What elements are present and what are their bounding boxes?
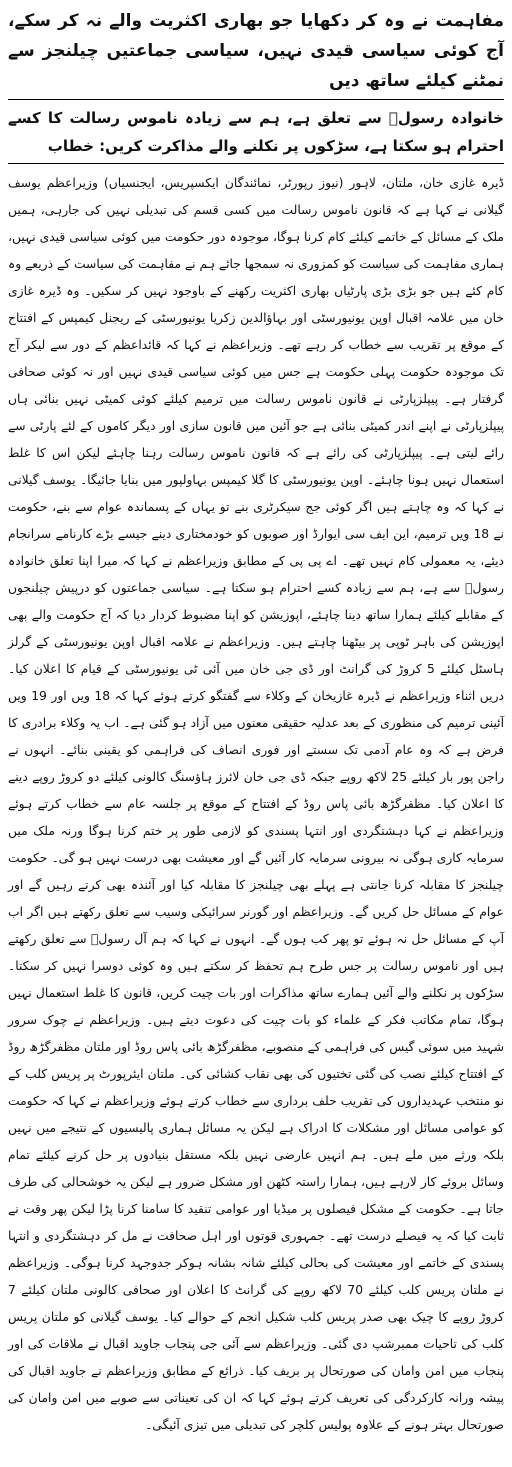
- divider-rule: [8, 99, 504, 100]
- divider-rule: [8, 163, 504, 164]
- subheadline: خانوادہ رسولؐ سے تعلق ہے، ہم سے زیادہ ناموس رسالت کا کسے احترام ہو سکتا ہے، سڑکوں پر نکلنے والے مذاکرت کریں: خطاب: [8, 109, 504, 155]
- article-body: ڈیرہ غازی خان، ملتان، لاہور (نیوز رپورٹر، نمائندگان ایکسپریس، ایجنسیاں) وزیراعظم یوسف گیلانی نے کہا ہے کہ قانون ناموس رسالت میں کسی قسم کی تبدیلی نہیں کی جارہی، ہمیں ملک کے مسائل کے خاتمے کیلئے کام کرنا ہوگا، موجودہ دور حکومت میں کوئی سیاسی قیدی نہیں، ہماری مفاہمت کی سیاست کو کمزوری نہ سمجھا جائے ہم نے مفاہمت کی سیاست کے ذریعے وہ کام کئے ہیں جو بڑی بڑی پارٹیاں بھاری اکثریت رکھنے کے باوجود نہیں کر سکیں۔ وہ ڈیرہ غازی خان میں علامہ اقبال اوپن یونیورسٹی اور بہاؤالدین زکریا یونیورسٹی کے ریجنل کیمپس کے افتتاح کے موقع پر تقریب سے خطاب کر رہے تھے۔ وزیراعظم نے کہا کہ قائداعظم کے دور سے لیکر آج تک موجودہ حکومت پہلی حکومت ہے جس میں کوئی سیاسی قیدی نہیں اور نہ کوئی صحافی گرفتار ہے۔ پیپلزپارٹی نے قانون ناموس رسالت میں ترمیم کیلئے کوئی کمیٹی نہیں بنائی ہاں پیپلزپارٹی نے اپنے اندر کمیٹی بنائی ہے جو آئین میں قانون سازی اور دیگر کاموں کے لئے پارٹی سے رائے لیتی ہے۔ پیپلزپارٹی کی رائے ہے کہ قانون ناموس رسالت رہنا چاہئے لیکن اس کا غلط استعمال نہیں ہونا چاہئے۔ اوپن یونیورسٹی کا گلا کیمپس بہاولپور میں بنایا جائیگا۔ یوسف گیلانی نے کہا کہ وہ چاہتے ہیں اگر کوئی جج سیکرٹری بنے تو یہاں کے پسماندہ عوام سے بنے، حکومت نے 18 ویں ترمیم، این ایف سی ایوارڈ اور صوبوں کو خودمختاری دینے جیسے بڑے کارنامے سرانجام دیئے، یہ معمولی کام نہیں تھے۔ اے پی پی کے مطابق وزیراعظم نے کہا کہ میرا اپنا تعلق خانوادہ رسولؐ سے ہے، ہم سے زیادہ کسے احترام ہو سکتا ہے۔ سیاسی جماعتوں کو درپیش چیلنجوں کے مقابلے کیلئے ہمارا ساتھ دینا چاہئے، اپوزیشن کو اپنا مضبوط کردار دیا کہ آج حکومت والے بھی اپوزیشن کی باہر ٹوپی پر بیٹھنا چاہتے ہیں۔ وزیراعظم نے علامہ اقبال اوپن یونیورسٹی کے گرلز ہاسٹل کیلئے 5 کروڑ کی گرانٹ اور ڈی جی خان میں آئی ٹی یونیورسٹی کے قیام کا اعلان کیا۔ دریں اثناء وزیراعظم نے ڈیرہ غازیخان کے وکلاء سے گفتگو کرتے ہوئے کہا کہ 18 ویں اور 19 ویں آئینی ترمیم کی منظوری کے بعد عدلیہ حقیقی معنوں میں آزاد ہو گئی ہے۔ اب یہ وکلاء برادری کا فرض ہے کہ وہ عام آدمی تک سستے اور فوری انصاف کی فراہمی کو یقینی بنائے۔ انہوں نے راجن پور بار کیلئے 25 لاکھ روپے جبکہ ڈی جی خان لائرز ہاؤسنگ کالونی کیلئے دو کروڑ روپے دینے کا اعلان کیا۔ مظفرگڑھ بائی پاس روڈ کے افتتاح کے موقع پر جلسہ عام سے خطاب کرتے ہوئے وزیراعظم نے کہا دہشتگردی اور انتہا پسندی کو لازمی طور پر ختم کرنا ہوگا ورنہ ملک میں سرمایہ کاری ہوگی نہ بیرونی سرمایہ کار آئیں گے اور معیشت بھی درست نہیں ہو گی۔ حکومت چیلنجز کا مقابلہ کرنا جانتی ہے پہلے بھی چیلنجز کا مقابلہ کیا اور آئندہ بھی کرتے رہیں گے اور عوام کے مسائل حل کریں گے۔ وزیراعظم اور گورنر سرائیکی وسیب سے تعلق رکھتے ہیں اگر اب آپ کے مسائل حل نہ ہوئے تو پھر کب ہوں گے۔ انہوں نے کہا کہ ہم آل رسولؐ سے تعلق رکھتے ہیں اور ناموس رسالت پر جس طرح ہم تحفظ کر سکتے ہیں وہ کوئی دوسرا نہیں کر سکتا۔ سڑکوں پر نکلنے والے آئیں ہمارے ساتھ مذاکرات اور بات چیت کریں، قانون کا غلط استعمال نہیں ہوگا، تمام مکاتب فکر کے علماء کو بات چیت کی دعوت دیتے ہیں۔ وزیراعظم نے چوک سرور شہید میں سوئی گیس کی فراہمی کے منصوبے، مظفرگڑھ بائی پاس روڈ اور ملتان مظفرگڑھ روڈ کے افتتاح کیلئے نصب کی گئی تختیوں کی بھی نقاب کشائی کی۔ ملتان ایئرپورٹ پر پریس کلب کے نو منتخب عہدیداروں کی تقریب حلف برداری سے خطاب کرتے ہوئے وزیراعظم نے کہا کہ حکومت کو عوامی مسائل اور مشکلات کا ادراک ہے لیکن یہ مسائل ہماری پالیسیوں کے نتیجے میں نہیں بلکہ ورثے میں ملے ہیں۔ ہم انہیں عارضی نہیں بلکہ مستقل بنیادوں پر حل کرنے کیلئے تمام وسائل بروئے کار لارہے ہیں، ہمارا راستہ کٹھن اور مشکل ضرور ہے لیکن یہ خوشحالی کی طرف جاتا ہے۔ حکومت کے مشکل فیصلوں پر میڈیا اور عوامی تنقید کا سامنا کرنا پڑا لیکن پھر وقت نے ثابت کیا کہ یہ فیصلے درست تھے۔ جمہوری قوتوں اور اہل صحافت نے مل کر دہشتگردی و انتہا پسندی کے خاتمے اور معیشت کی بحالی کیلئے شانہ بشانہ ہوکر جدوجہد کرنا ہوگی۔ وزیراعظم نے ملتان پریس کلب کیلئے 70 لاکھ روپے کی گرانٹ کا اعلان اور صحافی کالونی ملتان کیلئے 7 کروڑ روپے کا چیک بھی صدر پریس کلب شکیل انجم کے حوالے کیا۔ یوسف گیلانی کو ملتان پریس کلب کی تاحیات ممبرشپ دی گئی۔ وزیراعظم سے آئی جی پنجاب جاوید اقبال نے ملاقات کی اور پنجاب میں امن وامان کی صورتحال پر بریف کیا۔ ذرائع کے مطابق وزیراعظم نے جاوید اقبال کی پیشہ ورانہ کارکردگی کی تعریف کرتے ہوئے کہا کہ ان کی تعیناتی سے صوبے میں امن وامان کی صورتحال بہتر ہونے کے علاوہ پولیس کلچر کی تبدیلی میں تیزی آئیگی۔: [8, 176, 505, 1432]
- headline: مفاہمت نے وہ کر دکھایا جو بھاری اکثریت والے نہ کر سکے، آج کوئی سیاسی قیدی نہیں، سیاسی جماعتیں چیلنجز سے نمٹنے کیلئے ساتھ دیں: [8, 11, 504, 91]
